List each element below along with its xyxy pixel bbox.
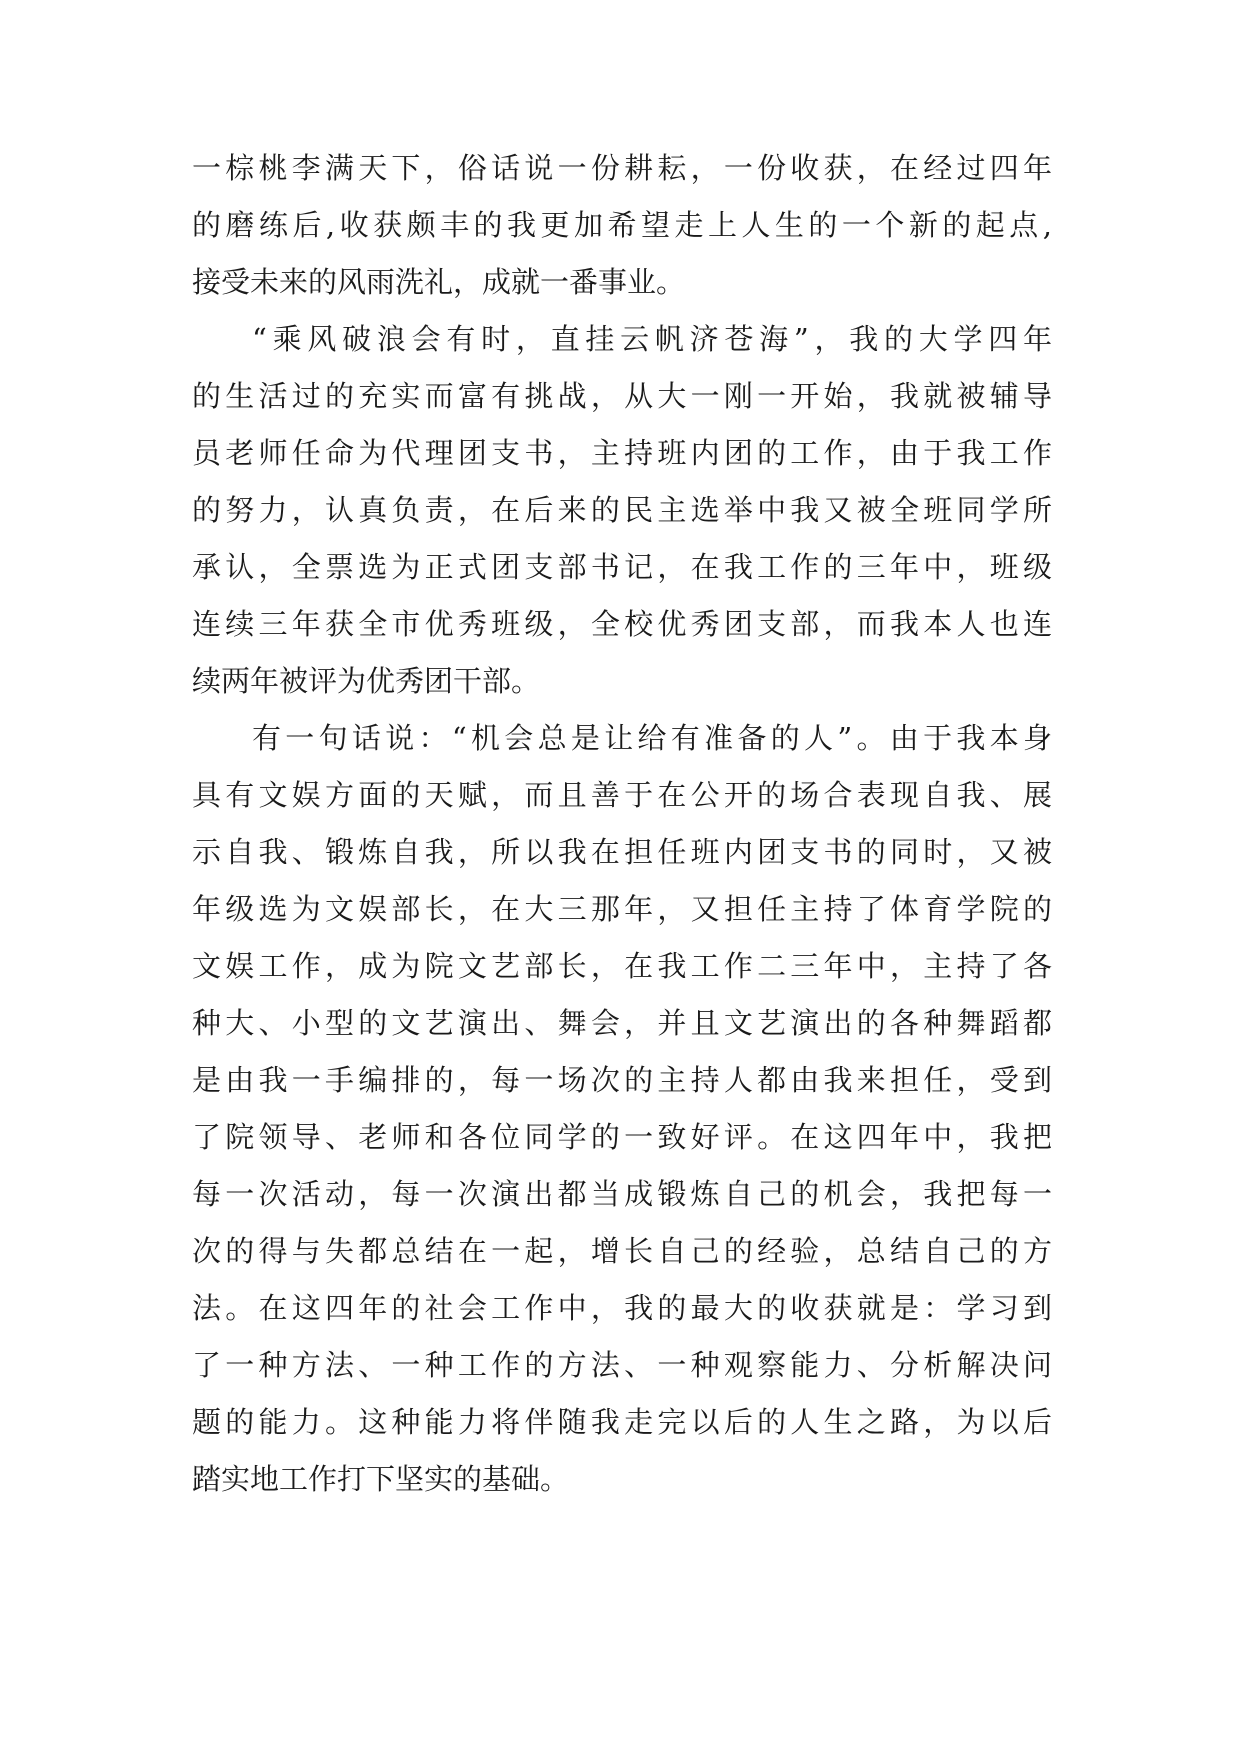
paragraph-3-line-3: 示自我、锻炼自我，所以我在担任班内团支书的同时，又被 [192, 835, 1052, 869]
paragraph-2-line-5: 承认，全票选为正式团支部书记，在我工作的三年中，班级 [192, 550, 1052, 584]
paragraph-2-line-4: 的努力，认真负责，在后来的民主选举中我又被全班同学所 [192, 493, 1052, 527]
paragraph-1-line-3: 接受未来的风雨洗礼，成就一番事业。 [192, 265, 686, 299]
paragraph-2-line-2: 的生活过的充实而富有挑战，从大一刚一开始，我就被辅导 [192, 379, 1052, 413]
paragraph-2-line-7: 续两年被评为优秀团干部。 [192, 664, 541, 698]
paragraph-2-line-3: 员老师任命为代理团支书，主持班内团的工作，由于我工作 [192, 436, 1052, 470]
paragraph-3-line-14: 踏实地工作打下坚实的基础。 [192, 1462, 570, 1496]
paragraph-3-line-5: 文娱工作，成为院文艺部长，在我工作二三年中，主持了各 [192, 949, 1052, 983]
paragraph-2-line-6: 连续三年获全市优秀班级，全校优秀团支部，而我本人也连 [192, 607, 1052, 641]
paragraph-1-line-2: 的磨练后,收获颇丰的我更加希望走上人生的一个新的起点, [192, 208, 1052, 242]
paragraph-3-line-12: 了一种方法、一种工作的方法、一种观察能力、分析解决问 [192, 1348, 1052, 1382]
paragraph-3-line-2: 具有文娱方面的天赋，而且善于在公开的场合表现自我、展 [192, 778, 1052, 812]
paragraph-3-line-11: 法。在这四年的社会工作中，我的最大的收获就是：学习到 [192, 1291, 1052, 1325]
paragraph-3-line-10: 次的得与失都总结在一起，增长自己的经验，总结自己的方 [192, 1234, 1052, 1268]
paragraph-3-line-6: 种大、小型的文艺演出、舞会，并且文艺演出的各种舞蹈都 [192, 1006, 1052, 1040]
paragraph-3-line-4: 年级选为文娱部长，在大三那年，又担任主持了体育学院的 [192, 892, 1052, 926]
paragraph-3-line-9: 每一次活动，每一次演出都当成锻炼自己的机会，我把每一 [192, 1177, 1052, 1211]
paragraph-3-line-13: 题的能力。这种能力将伴随我走完以后的人生之路，为以后 [192, 1405, 1052, 1439]
paragraph-3-line-8: 了院领导、老师和各位同学的一致好评。在这四年中，我把 [192, 1120, 1052, 1154]
paragraph-1-line-1: 一棕桃李满天下，俗话说一份耕耘，一份收获，在经过四年 [192, 151, 1052, 185]
paragraph-3-line-7: 是由我一手编排的，每一场次的主持人都由我来担任，受到 [192, 1063, 1052, 1097]
paragraph-3-line-1: 有一句话说：“机会总是让给有准备的人”。由于我本身 [252, 721, 1052, 755]
paragraph-2-line-1: “乘风破浪会有时，直挂云帆济苍海”，我的大学四年 [252, 322, 1052, 356]
